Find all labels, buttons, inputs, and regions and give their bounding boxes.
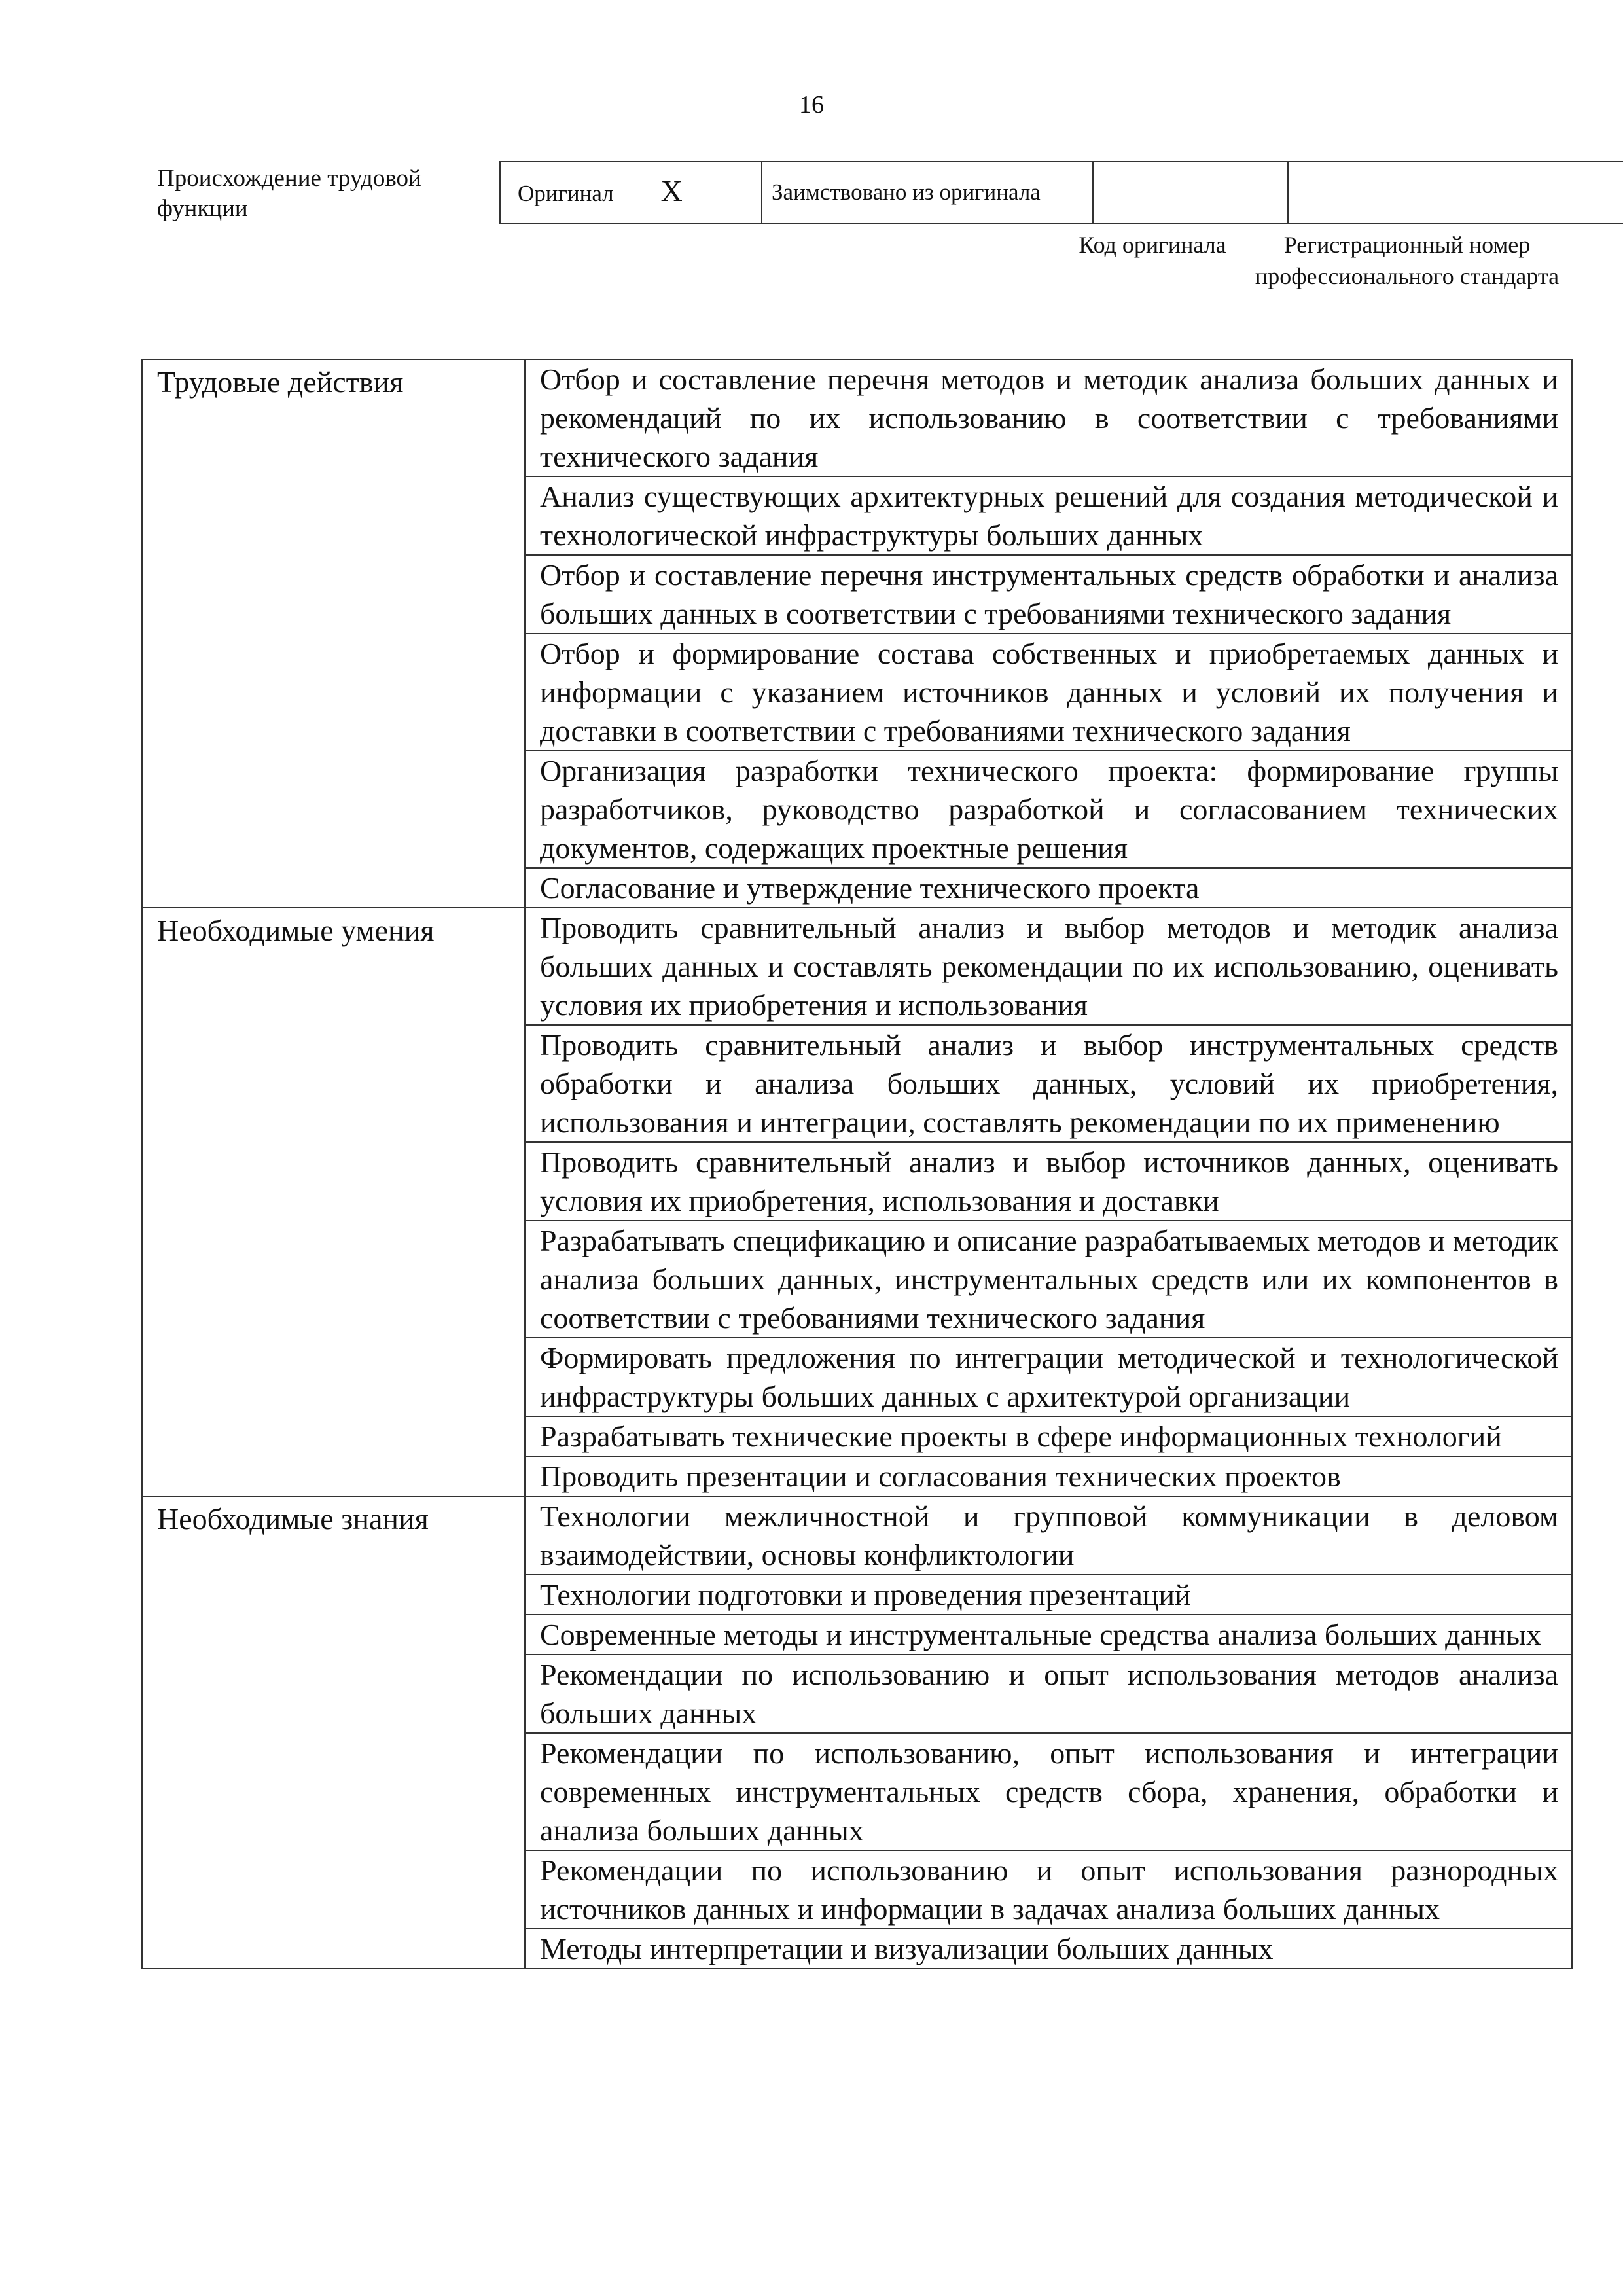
section-title-required-skills: Необходимые умения xyxy=(142,908,525,1496)
borrowed-label: Заимствовано из оригинала xyxy=(772,179,1041,205)
table-row xyxy=(142,908,1572,1025)
original-mark: X xyxy=(660,174,683,207)
original-label: Оригинал xyxy=(518,181,614,206)
functions-table-body xyxy=(142,359,1572,1969)
table-cell-item: Рекомендации по использованию и опыт использования разнородных источников данных и информации в задачах анализа больших данных xyxy=(525,1850,1572,1929)
table-cell-item: Отбор и составление перечня методов и методик анализа больших данных и рекомендаций по их использованию в соответствии с требованиями технического задания xyxy=(525,359,1572,476)
table-cell-item: Проводить сравнительный анализ и выбор методов и методик анализа больших данных и составлять рекомендации по их использованию, оценивать условия их приобретения и использования xyxy=(525,908,1572,1025)
registration-caption: Регистрационный номер профессионального стандарта xyxy=(1255,232,1560,289)
table-cell-item: Методы интерпретации и визуализации больших данных xyxy=(525,1929,1572,1969)
table-cell-item: Согласование и утверждение технического проекта xyxy=(525,868,1572,908)
section-title-required-knowledge: Необходимые знания xyxy=(142,1496,525,1969)
original-cell xyxy=(500,162,762,223)
table-cell-item: Формировать предложения по интеграции методической и технологической инфраструктуры больших данных с архитектурой организации xyxy=(525,1338,1572,1416)
table-row xyxy=(142,359,1572,476)
original-code-cell xyxy=(1093,162,1288,223)
borrowed-cell xyxy=(762,162,1093,223)
table-cell-item: Рекомендации по использованию, опыт использования и интеграции современных инструментальных средств сбора, хранения, обработки и анализа больших данных xyxy=(525,1733,1572,1850)
page-number: 16 xyxy=(799,91,824,118)
table-cell-item: Проводить презентации и согласования технических проектов xyxy=(525,1456,1572,1496)
table-cell-item: Проводить сравнительный анализ и выбор инструментальных средств обработки и анализа больших данных, условий их приобретения, использования и интеграции, составлять рекомендации по их применению xyxy=(525,1025,1572,1142)
table-cell-item: Рекомендации по использованию и опыт использования методов анализа больших данных xyxy=(525,1655,1572,1733)
registration-number-cell xyxy=(1288,162,1623,223)
table-cell-item: Технологии межличностной и групповой коммуникации в деловом взаимодействии, основы конфликтологии xyxy=(525,1496,1572,1575)
code-caption: Код оригинала xyxy=(1079,232,1226,258)
table-cell-item: Проводить сравнительный анализ и выбор источников данных, оценивать условия их приобретения, использования и доставки xyxy=(525,1142,1572,1221)
table-row xyxy=(142,1496,1572,1575)
table-cell-item: Разрабатывать технические проекты в сфере информационных технологий xyxy=(525,1416,1572,1456)
section-title-labor-actions: Трудовые действия xyxy=(142,359,525,908)
table-cell-item: Отбор и составление перечня инструментальных средств обработки и анализа больших данных в соответствии с требованиями технического задания xyxy=(525,555,1572,634)
table-cell-item: Современные методы и инструментальные средства анализа больших данных xyxy=(525,1615,1572,1655)
table-cell-item: Разрабатывать спецификацию и описание разрабатываемых методов и методик анализа больших данных, инструментальных средств или их компонентов в соответствии с требованиями технического задания xyxy=(525,1221,1572,1338)
origin-table xyxy=(499,161,1623,224)
table-cell-item: Технологии подготовки и проведения презентаций xyxy=(525,1575,1572,1615)
table-cell-item: Организация разработки технического проекта: формирование группы разработчиков, руководство разработкой и согласованием технических документов, содержащих проектные решения xyxy=(525,751,1572,868)
table-cell-item: Отбор и формирование состава собственных и приобретаемых данных и информации с указанием источников данных и условий их получения и доставки в соответствии с требованиями технического задания xyxy=(525,634,1572,751)
table-cell-item: Анализ существующих архитектурных решений для создания методической и технологической инфраструктуры больших данных xyxy=(525,476,1572,555)
origin-label: Происхождение трудовой функции xyxy=(157,165,421,222)
functions-table xyxy=(141,359,1573,1969)
